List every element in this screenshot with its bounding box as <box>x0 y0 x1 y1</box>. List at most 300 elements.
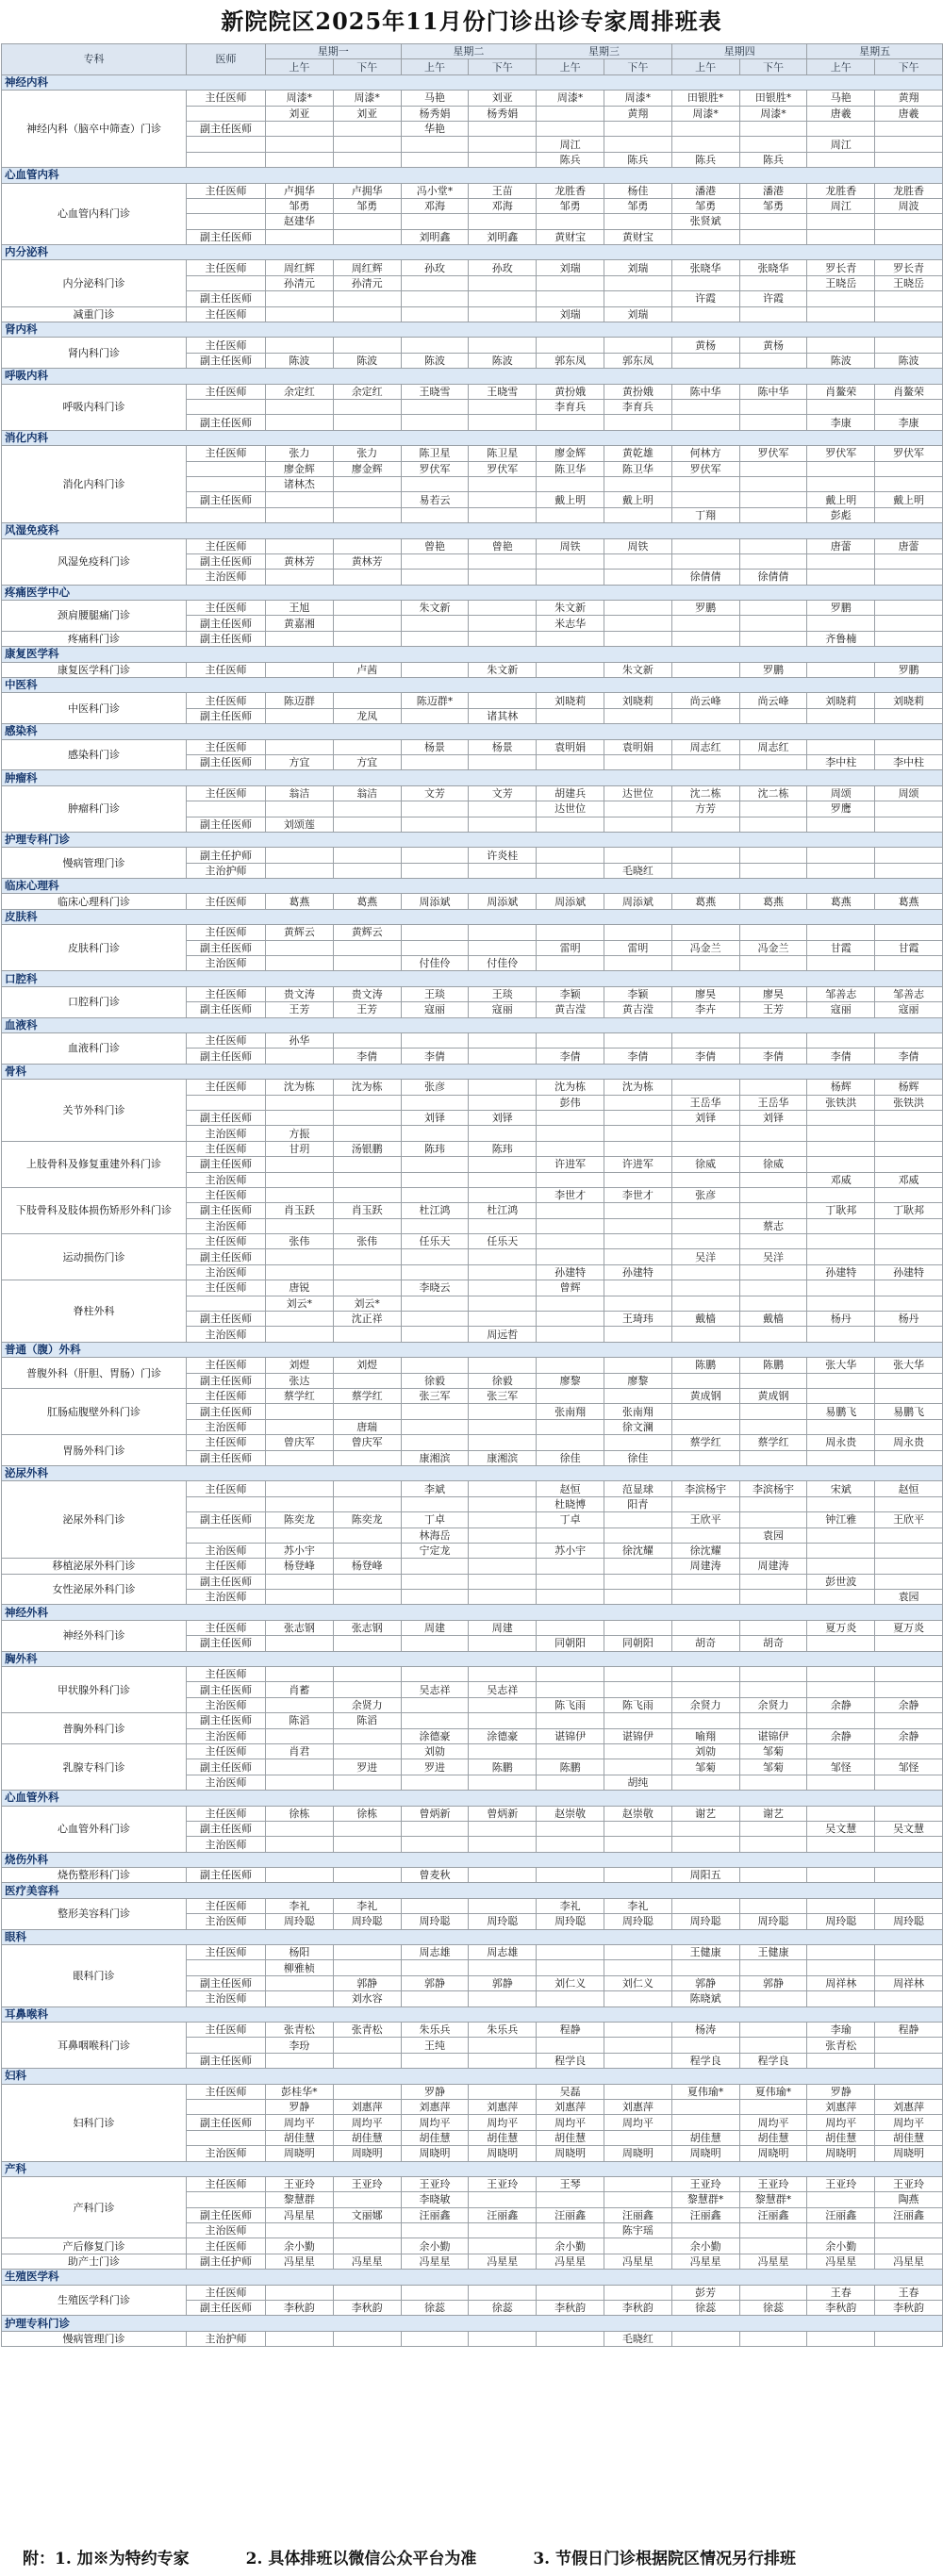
schedule-slot <box>671 631 739 646</box>
schedule-slot <box>671 785 739 801</box>
doctor-name: 陈兵 <box>627 153 649 166</box>
schedule-row <box>2 338 943 353</box>
schedule-slot <box>401 1914 469 1929</box>
schedule-slot <box>401 353 469 368</box>
doctor-name: 谢艺 <box>762 1807 784 1820</box>
schedule-slot <box>469 801 537 817</box>
schedule-row <box>2 986 943 1001</box>
doctor-name: 宋斌 <box>830 1482 852 1495</box>
schedule-slot <box>807 91 875 106</box>
schedule-slot <box>401 1868 469 1883</box>
schedule-slot <box>807 338 875 353</box>
doctor-name: 李秋韵 <box>825 2302 857 2315</box>
schedule-slot <box>604 785 671 801</box>
schedule-slot <box>671 754 739 769</box>
schedule-slot <box>333 260 401 275</box>
schedule-slot <box>875 1373 943 1388</box>
schedule-slot <box>537 1312 604 1327</box>
schedule-slot <box>537 1713 604 1728</box>
schedule-slot <box>739 2099 807 2114</box>
schedule-slot <box>807 662 875 677</box>
schedule-slot <box>537 1435 604 1450</box>
schedule-slot <box>469 1157 537 1172</box>
schedule-slot <box>807 2331 875 2346</box>
schedule-slot <box>333 446 401 461</box>
doctor-name: 周志红 <box>757 740 789 753</box>
schedule-slot <box>739 198 807 213</box>
doctor-title: 主治医师 <box>187 1172 266 1187</box>
schedule-slot <box>469 817 537 832</box>
schedule-slot <box>266 1667 334 1682</box>
schedule-slot <box>604 739 671 754</box>
doctor-name: 周江 <box>830 200 852 213</box>
clinic-name: 助产士门诊 <box>2 2254 187 2269</box>
schedule-slot <box>469 353 537 368</box>
doctor-name: 李滨 <box>685 1482 706 1495</box>
schedule-slot <box>469 1234 537 1249</box>
schedule-slot <box>537 2084 604 2099</box>
schedule-row <box>2 1620 943 1635</box>
doctor-title: 主任医师 <box>187 2176 266 2191</box>
schedule-slot <box>739 1172 807 1187</box>
doctor-title <box>187 476 266 491</box>
doctor-name: 黄扮娥 <box>554 385 587 398</box>
doctor-name: 周晓明 <box>825 2147 857 2160</box>
schedule-slot <box>266 1080 334 1095</box>
schedule-slot <box>537 415 604 430</box>
schedule-slot <box>875 1095 943 1110</box>
schedule-slot <box>537 106 604 121</box>
doctor-name: 王芳 <box>356 1003 378 1016</box>
section-title: 眼科 <box>2 1929 943 1944</box>
schedule-slot <box>739 1914 807 1929</box>
doctor-name: 徐佳 <box>627 1451 649 1464</box>
schedule-slot <box>671 2146 739 2161</box>
schedule-slot <box>604 2192 671 2207</box>
schedule-slot <box>537 1172 604 1187</box>
doctor-name: 陈玮 <box>423 1142 445 1155</box>
doctor-name: 柳雅桢 <box>283 1961 315 1974</box>
schedule-slot <box>604 1543 671 1558</box>
schedule-slot <box>875 1049 943 1064</box>
schedule-slot <box>333 1574 401 1589</box>
schedule-slot <box>739 601 807 616</box>
schedule-slot <box>671 986 739 1001</box>
schedule-slot <box>266 2099 334 2114</box>
schedule-slot <box>875 384 943 399</box>
doctor-name: 王琰 <box>491 988 513 1001</box>
doctor-title: 主任医师 <box>187 2238 266 2254</box>
schedule-slot <box>671 1172 739 1187</box>
schedule-slot <box>604 1806 671 1821</box>
doctor-name: 冯小堂* <box>416 184 454 197</box>
schedule-slot <box>537 1481 604 1496</box>
schedule-slot <box>739 1404 807 1419</box>
doctor-name: 罗伏军 <box>487 462 519 475</box>
schedule-slot <box>807 817 875 832</box>
schedule-slot <box>537 2115 604 2130</box>
schedule-slot <box>875 1450 943 1465</box>
schedule-slot <box>875 260 943 275</box>
schedule-slot <box>537 492 604 507</box>
schedule-slot <box>266 1249 334 1264</box>
doctor-name: 吴文慧 <box>893 1823 925 1836</box>
doctor-name: 邹善志 <box>825 988 857 1001</box>
schedule-row <box>2 1945 943 1960</box>
schedule-slot <box>537 1898 604 1913</box>
schedule-slot <box>604 2115 671 2130</box>
doctor-name: 周玲聪 <box>351 1915 383 1928</box>
doctor-name: 徐栋 <box>289 1807 310 1820</box>
schedule-slot <box>469 925 537 940</box>
doctor-name: 陈波 <box>491 355 513 367</box>
doctor-name: 方宜 <box>289 756 310 769</box>
schedule-slot <box>401 848 469 863</box>
schedule-slot <box>469 754 537 769</box>
section-header <box>2 585 943 600</box>
doctor-title <box>187 152 266 167</box>
doctor-name: 同朝阳 <box>621 1637 653 1650</box>
schedule-slot <box>807 2023 875 2038</box>
schedule-slot <box>401 1404 469 1419</box>
header-pm: 下午 <box>604 59 671 74</box>
doctor-title: 主任医师 <box>187 2023 266 2038</box>
schedule-slot <box>333 1527 401 1543</box>
schedule-slot <box>266 2053 334 2068</box>
doctor-name: 戴上明 <box>893 493 925 506</box>
schedule-slot <box>807 1512 875 1527</box>
doctor-name: 吴洋 <box>695 1250 717 1263</box>
schedule-slot <box>671 1991 739 2006</box>
doctor-name: 曾艳 <box>423 539 445 553</box>
doctor-title: 主任医师 <box>187 601 266 616</box>
doctor-title <box>187 1496 266 1511</box>
schedule-slot <box>671 384 739 399</box>
schedule-row <box>2 2023 943 2038</box>
schedule-slot <box>875 2192 943 2207</box>
schedule-slot <box>266 538 334 553</box>
schedule-slot <box>266 1512 334 1527</box>
schedule-slot <box>401 1898 469 1913</box>
doctor-name: 张志钢 <box>351 1622 383 1635</box>
schedule-slot <box>333 183 401 198</box>
doctor-title: 主任医师 <box>187 925 266 940</box>
schedule-slot <box>739 940 807 955</box>
doctor-name: 戴上明 <box>825 493 857 506</box>
doctor-title <box>187 198 266 213</box>
schedule-slot <box>537 446 604 461</box>
schedule-slot <box>469 1636 537 1651</box>
clinic-name: 眼科门诊 <box>2 1945 187 2007</box>
schedule-slot <box>739 1249 807 1264</box>
schedule-slot <box>266 1435 334 1450</box>
schedule-slot <box>807 2084 875 2099</box>
doctor-name: 刘云* <box>286 1296 313 1310</box>
schedule-slot <box>807 1837 875 1852</box>
schedule-slot <box>537 507 604 522</box>
schedule-slot <box>807 1141 875 1156</box>
doctor-name: 张晓华 <box>757 261 789 274</box>
schedule-slot <box>807 2115 875 2130</box>
section-title: 医疗美容科 <box>2 1883 943 1898</box>
schedule-slot <box>671 801 739 817</box>
schedule-slot <box>671 1234 739 1249</box>
schedule-slot <box>875 476 943 491</box>
schedule-slot <box>333 1868 401 1883</box>
schedule-slot <box>807 1033 875 1049</box>
schedule-slot <box>807 476 875 491</box>
doctor-name: 文芳 <box>423 786 445 800</box>
section-header <box>2 909 943 924</box>
schedule-slot <box>401 1975 469 1990</box>
schedule-slot <box>807 1574 875 1589</box>
schedule-slot <box>604 1373 671 1388</box>
schedule-slot <box>401 1590 469 1605</box>
doctor-name: 葛燕 <box>762 895 784 908</box>
doctor-name: 周建涛 <box>689 1560 721 1573</box>
schedule-slot <box>807 1404 875 1419</box>
schedule-slot <box>266 1775 334 1790</box>
schedule-slot <box>469 1080 537 1095</box>
doctor-name: 丁耿邦 <box>825 1204 857 1217</box>
doctor-name: 周远哲 <box>487 1328 519 1341</box>
doctor-name: 杨景 <box>491 740 513 753</box>
doctor-title: 主任医师 <box>187 1945 266 1960</box>
schedule-slot <box>266 2023 334 2038</box>
schedule-slot <box>537 1991 604 2006</box>
schedule-slot <box>739 260 807 275</box>
doctor-name: 张铁洪 <box>893 1096 925 1109</box>
doctor-name: 李世才 <box>554 1189 587 1202</box>
doctor-name: 黄财宝 <box>621 230 653 243</box>
schedule-slot <box>537 754 604 769</box>
doctor-name: 谌锦伊 <box>621 1729 653 1742</box>
doctor-title: 主任医师 <box>187 1280 266 1296</box>
schedule-slot <box>537 2223 604 2238</box>
schedule-slot <box>469 1358 537 1373</box>
schedule-slot <box>401 1667 469 1682</box>
schedule-slot <box>537 2207 604 2222</box>
doctor-name: 马艳 <box>830 91 852 105</box>
doctor-name: 徐毅 <box>423 1374 445 1387</box>
schedule-slot <box>604 817 671 832</box>
schedule-slot <box>401 940 469 955</box>
doctor-name: 张达 <box>289 1374 310 1387</box>
schedule-slot <box>333 1590 401 1605</box>
schedule-slot <box>266 1697 334 1712</box>
schedule-slot <box>875 1527 943 1543</box>
schedule-slot <box>537 1512 604 1527</box>
doctor-name: 肖玉跃 <box>283 1204 315 1217</box>
doctor-title: 主治医师 <box>187 1419 266 1434</box>
schedule-slot <box>401 1728 469 1743</box>
schedule-slot <box>537 1080 604 1095</box>
clinic-name: 慢病管理门诊 <box>2 848 187 879</box>
schedule-slot <box>266 106 334 121</box>
doctor-name: 刘勍 <box>695 1745 717 1759</box>
doctor-name: 李世才 <box>621 1189 653 1202</box>
schedule-slot <box>266 446 334 461</box>
footer-notes <box>0 2542 943 2576</box>
schedule-slot <box>333 1264 401 1280</box>
doctor-title: 主任医师 <box>187 1358 266 1373</box>
schedule-slot <box>537 801 604 817</box>
doctor-name: 周永贵 <box>893 1436 925 1449</box>
schedule-slot <box>537 1373 604 1388</box>
schedule-slot <box>604 1327 671 1342</box>
doctor-name: 周江 <box>830 138 852 151</box>
doctor-title: 主治医师 <box>187 1837 266 1852</box>
doctor-name: 邹怪 <box>898 1760 919 1774</box>
schedule-slot <box>807 1312 875 1327</box>
section-title: 耳鼻喉科 <box>2 2006 943 2022</box>
schedule-slot <box>671 1435 739 1450</box>
schedule-slot <box>604 121 671 136</box>
schedule-slot <box>604 570 671 585</box>
doctor-name: 沈为栋 <box>554 1081 587 1094</box>
doctor-title: 主治医师 <box>187 1775 266 1790</box>
doctor-name: 邹勇 <box>356 200 378 213</box>
schedule-slot <box>537 739 604 754</box>
doctor-name: 甘霞 <box>830 941 852 954</box>
doctor-name: 何林方 <box>689 447 721 460</box>
clinic-name: 皮肤科门诊 <box>2 925 187 971</box>
schedule-slot <box>401 1806 469 1821</box>
schedule-slot <box>671 1682 739 1697</box>
schedule-slot <box>469 863 537 878</box>
schedule-slot <box>469 616 537 631</box>
schedule-slot <box>875 1821 943 1836</box>
schedule-slot <box>333 801 401 817</box>
schedule-slot <box>739 2192 807 2207</box>
schedule-row <box>2 894 943 909</box>
schedule-slot <box>469 2285 537 2300</box>
schedule-slot <box>469 1682 537 1697</box>
schedule-slot <box>739 1543 807 1558</box>
schedule-slot <box>875 1481 943 1496</box>
schedule-slot <box>739 415 807 430</box>
header-pm: 下午 <box>333 59 401 74</box>
doctor-name: 程学良 <box>757 2054 789 2067</box>
section-title: 肾内科 <box>2 322 943 338</box>
doctor-name: 胡佳慧 <box>283 2131 315 2144</box>
schedule-slot <box>333 1280 401 1296</box>
doctor-name: 戴上明 <box>554 493 587 506</box>
schedule-slot <box>469 106 537 121</box>
doctor-name: 林海岳 <box>419 1528 451 1542</box>
doctor-name: 齐鲁楠 <box>825 633 857 646</box>
schedule-slot <box>739 1945 807 1960</box>
doctor-name: 杜晓博 <box>554 1497 587 1511</box>
schedule-row <box>2 1806 943 1821</box>
clinic-name: 消化内科门诊 <box>2 446 187 523</box>
schedule-slot <box>671 863 739 878</box>
doctor-name: 郭静 <box>423 1977 445 1990</box>
section-header <box>2 1342 943 1357</box>
doctor-name: 徐蕊 <box>695 2302 717 2315</box>
doctor-name: 彭芳 <box>695 2286 717 2299</box>
schedule-slot <box>537 229 604 244</box>
schedule-row <box>2 1388 943 1403</box>
schedule-slot <box>401 1960 469 1975</box>
schedule-slot <box>671 1049 739 1064</box>
schedule-slot <box>604 1697 671 1712</box>
schedule-slot <box>671 1960 739 1975</box>
doctor-name: 汪丽鑫 <box>757 2208 789 2221</box>
schedule-slot <box>333 1620 401 1635</box>
schedule-slot <box>266 1373 334 1388</box>
schedule-slot <box>333 1713 401 1728</box>
schedule-slot <box>739 2238 807 2254</box>
schedule-slot <box>604 1914 671 1929</box>
schedule-slot <box>537 863 604 878</box>
schedule-slot <box>537 631 604 646</box>
schedule-slot <box>604 2301 671 2316</box>
doctor-name: 王芳 <box>762 1003 784 1016</box>
schedule-slot <box>807 1002 875 1017</box>
doctor-name: 周漆* <box>286 91 313 105</box>
schedule-slot <box>537 1249 604 1264</box>
schedule-slot <box>266 229 334 244</box>
schedule-slot <box>333 1373 401 1388</box>
schedule-slot <box>875 1682 943 1697</box>
doctor-name: 郭静 <box>356 1977 378 1990</box>
section-header <box>2 1929 943 1944</box>
section-title: 肿瘤科 <box>2 770 943 785</box>
doctor-name: 夏伟瑜* <box>687 2085 724 2098</box>
clinic-name: 神经外科门诊 <box>2 1620 187 1651</box>
schedule-slot <box>807 1898 875 1913</box>
schedule-slot <box>266 1203 334 1218</box>
section-header <box>2 1883 943 1898</box>
schedule-slot <box>875 1404 943 1419</box>
schedule-slot <box>604 1667 671 1682</box>
doctor-name: 余小勤 <box>554 2239 587 2253</box>
doctor-title <box>187 399 266 414</box>
doctor-name: 陈中华 <box>757 385 789 398</box>
doctor-name: 汪丽鑫 <box>621 2208 653 2221</box>
schedule-slot <box>875 801 943 817</box>
doctor-title: 主任医师 <box>187 1620 266 1635</box>
schedule-row <box>2 538 943 553</box>
doctor-name: 朱文新 <box>554 602 587 615</box>
schedule-slot <box>807 2130 875 2145</box>
schedule-slot <box>333 1110 401 1125</box>
doctor-title <box>187 214 266 229</box>
schedule-slot <box>469 1187 537 1202</box>
schedule-slot <box>671 708 739 723</box>
doctor-name: 尚云峰 <box>757 694 789 707</box>
doctor-name: 王苗 <box>491 184 513 197</box>
schedule-slot <box>739 275 807 290</box>
schedule-slot <box>537 1404 604 1419</box>
doctor-name: 戴上明 <box>621 493 653 506</box>
schedule-slot <box>266 1590 334 1605</box>
schedule-slot <box>266 1620 334 1635</box>
doctor-name: 周添斌 <box>419 895 451 908</box>
schedule-slot <box>469 2223 537 2238</box>
schedule-slot <box>807 1234 875 1249</box>
schedule-slot <box>739 1868 807 1883</box>
doctor-name: 李秋韵 <box>893 2302 925 2315</box>
schedule-slot <box>537 986 604 1001</box>
schedule-slot <box>266 2115 334 2130</box>
doctor-title: 副主任医师 <box>187 616 266 631</box>
doctor-name: 陈兵 <box>559 153 581 166</box>
schedule-slot <box>739 1049 807 1064</box>
section-header <box>2 168 943 183</box>
schedule-slot <box>807 137 875 152</box>
